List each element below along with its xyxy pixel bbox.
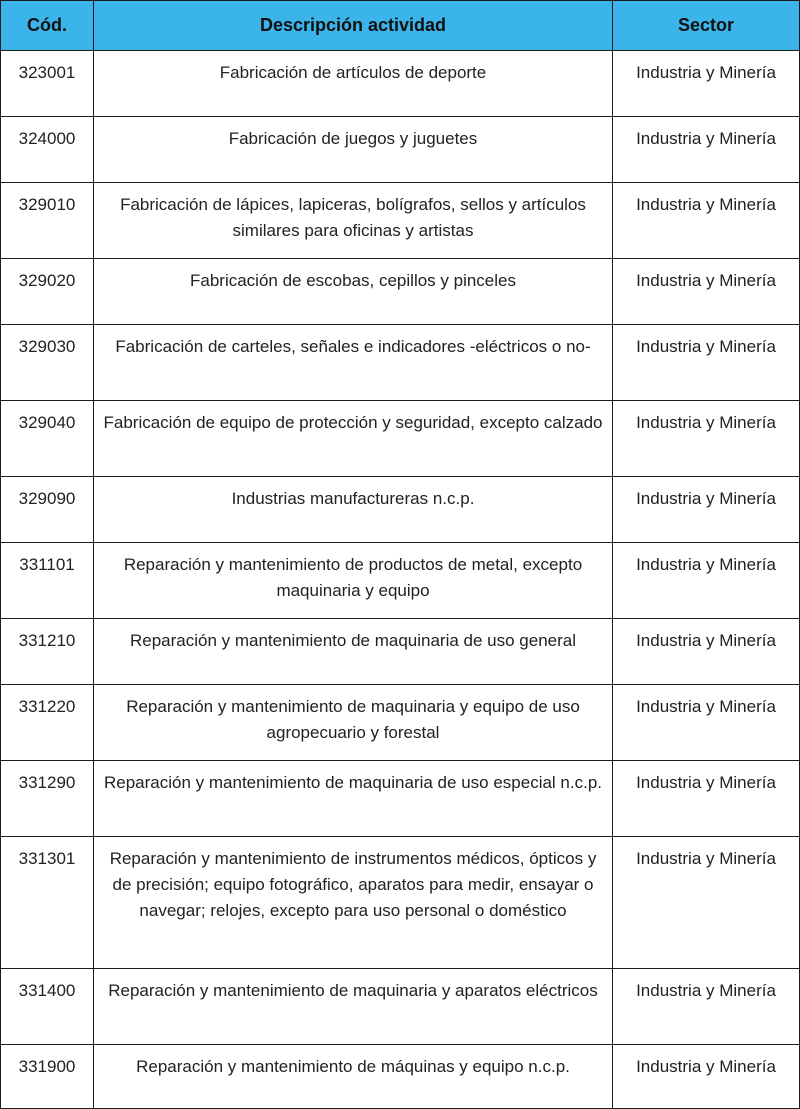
table-row	[1, 1045, 800, 1109]
cell-code: 329030	[1, 325, 94, 401]
cell-sector: Industria y Minería	[613, 619, 800, 685]
cell-sector: Industria y Minería	[613, 837, 800, 969]
cell-sector: Industria y Minería	[613, 969, 800, 1045]
cell-sector: Industria y Minería	[613, 51, 800, 117]
cell-code: 324000	[1, 117, 94, 183]
cell-code: 331210	[1, 619, 94, 685]
cell-sector: Industria y Minería	[613, 543, 800, 619]
cell-description: Fabricación de artículos de deporte	[94, 51, 613, 117]
cell-sector: Industria y Minería	[613, 183, 800, 259]
header-row	[1, 1, 800, 51]
cell-description: Reparación y mantenimiento de maquinaria y equipo de uso agropecuario y forestal	[94, 685, 613, 761]
cell-description: Reparación y mantenimiento de máquinas y equipo n.c.p.	[94, 1045, 613, 1109]
table-row	[1, 325, 800, 401]
cell-description: Reparación y mantenimiento de instrumentos médicos, ópticos y de precisión; equipo fotográfico, aparatos para medir, ensayar o navegar; relojes, excepto para uso personal o doméstico	[94, 837, 613, 969]
cell-sector: Industria y Minería	[613, 761, 800, 837]
cell-code: 323001	[1, 51, 94, 117]
table-body	[1, 51, 800, 1109]
table-row	[1, 761, 800, 837]
cell-sector: Industria y Minería	[613, 259, 800, 325]
cell-code: 331301	[1, 837, 94, 969]
cell-sector: Industria y Minería	[613, 477, 800, 543]
cell-description: Fabricación de equipo de protección y seguridad, excepto calzado	[94, 401, 613, 477]
cell-description: Reparación y mantenimiento de productos de metal, excepto maquinaria y equipo	[94, 543, 613, 619]
cell-code: 331900	[1, 1045, 94, 1109]
cell-sector: Industria y Minería	[613, 117, 800, 183]
table-row	[1, 969, 800, 1045]
cell-code: 331220	[1, 685, 94, 761]
cell-description: Reparación y mantenimiento de maquinaria de uso general	[94, 619, 613, 685]
header-code: Cód.	[1, 1, 94, 51]
cell-code: 329040	[1, 401, 94, 477]
table-row	[1, 685, 800, 761]
cell-description: Fabricación de escobas, cepillos y pinceles	[94, 259, 613, 325]
table-row	[1, 183, 800, 259]
cell-sector: Industria y Minería	[613, 325, 800, 401]
table-row	[1, 477, 800, 543]
cell-description: Reparación y mantenimiento de maquinaria y aparatos eléctricos	[94, 969, 613, 1045]
table-row	[1, 259, 800, 325]
table-header	[1, 1, 800, 51]
cell-sector: Industria y Minería	[613, 685, 800, 761]
cell-sector: Industria y Minería	[613, 1045, 800, 1109]
cell-description: Fabricación de juegos y juguetes	[94, 117, 613, 183]
table-row	[1, 401, 800, 477]
table-row	[1, 117, 800, 183]
cell-code: 331101	[1, 543, 94, 619]
cell-code: 329090	[1, 477, 94, 543]
header-description: Descripción actividad	[94, 1, 613, 51]
table-row	[1, 543, 800, 619]
cell-code: 329020	[1, 259, 94, 325]
cell-code: 329010	[1, 183, 94, 259]
cell-description: Fabricación de lápices, lapiceras, bolígrafos, sellos y artículos similares para oficinas y artistas	[94, 183, 613, 259]
header-sector: Sector	[613, 1, 800, 51]
cell-code: 331400	[1, 969, 94, 1045]
cell-code: 331290	[1, 761, 94, 837]
cell-description: Fabricación de carteles, señales e indicadores -eléctricos o no-	[94, 325, 613, 401]
cell-sector: Industria y Minería	[613, 401, 800, 477]
table-row	[1, 619, 800, 685]
table-row	[1, 51, 800, 117]
cell-description: Industrias manufactureras n.c.p.	[94, 477, 613, 543]
cell-description: Reparación y mantenimiento de maquinaria de uso especial n.c.p.	[94, 761, 613, 837]
table-row	[1, 837, 800, 969]
